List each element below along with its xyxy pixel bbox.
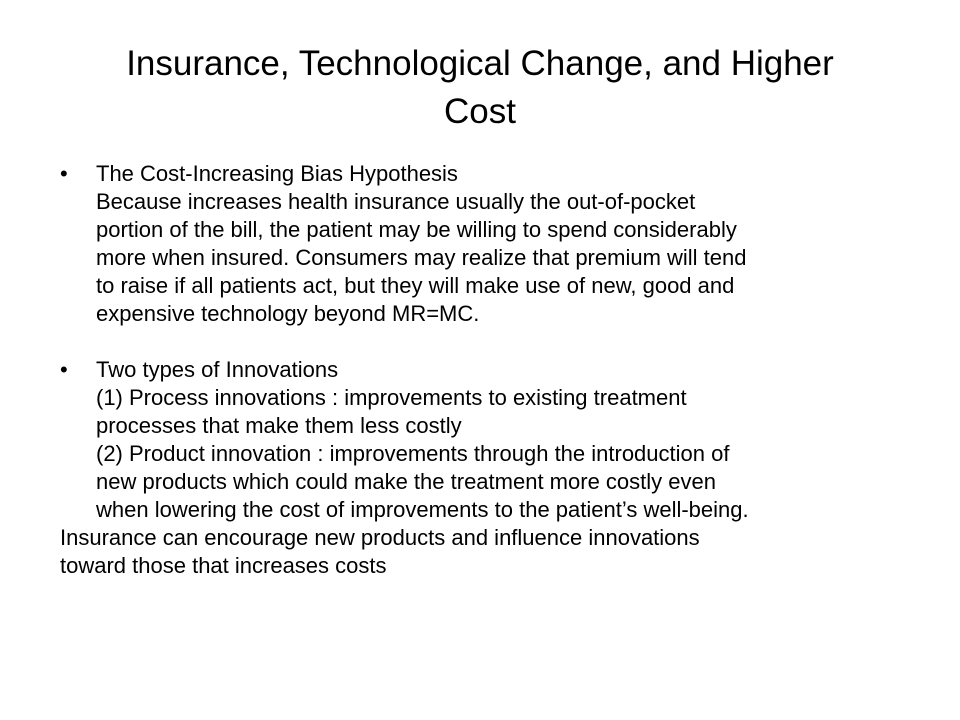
conclusion-paragraph — [60, 524, 930, 580]
bullet-text-line: portion of the bill, the patient may be willing to spend considerably — [96, 217, 737, 242]
bullet-text-line: (1) Process innovations : improvements to existing treatment — [96, 385, 687, 410]
bullet-cost-increasing-bias — [60, 160, 930, 328]
bullet-text-line: more when insured. Consumers may realize that premium will tend — [96, 245, 747, 270]
bullet-icon: • — [60, 357, 68, 382]
conclusion-line: Insurance can encourage new products and influence innovations — [60, 525, 700, 550]
bullet-icon: • — [60, 161, 68, 186]
bullet-text-line: when lowering the cost of improvements to the patient’s well-being. — [96, 497, 749, 522]
title-line: Cost — [444, 92, 516, 131]
bullet-heading: The Cost-Increasing Bias Hypothesis — [96, 161, 458, 186]
bullet-innovation-types — [60, 356, 930, 524]
bullet-text-line: expensive technology beyond MR=MC. — [96, 301, 480, 326]
slide-body — [60, 160, 930, 580]
bullet-text-line: (2) Product innovation : improvements through the introduction of — [96, 441, 730, 466]
bullet-text-line: Because increases health insurance usually the out-of-pocket — [96, 189, 696, 214]
slide-title — [60, 40, 900, 136]
bullet-text-line: to raise if all patients act, but they will make use of new, good and — [96, 273, 735, 298]
bullet-heading: Two types of Innovations — [96, 357, 339, 382]
bullet-text-line: new products which could make the treatment more costly even — [96, 469, 716, 494]
conclusion-line: toward those that increases costs — [60, 553, 387, 578]
title-line: Insurance, Technological Change, and Higher — [126, 44, 834, 83]
bullet-text-line: processes that make them less costly — [96, 413, 462, 438]
